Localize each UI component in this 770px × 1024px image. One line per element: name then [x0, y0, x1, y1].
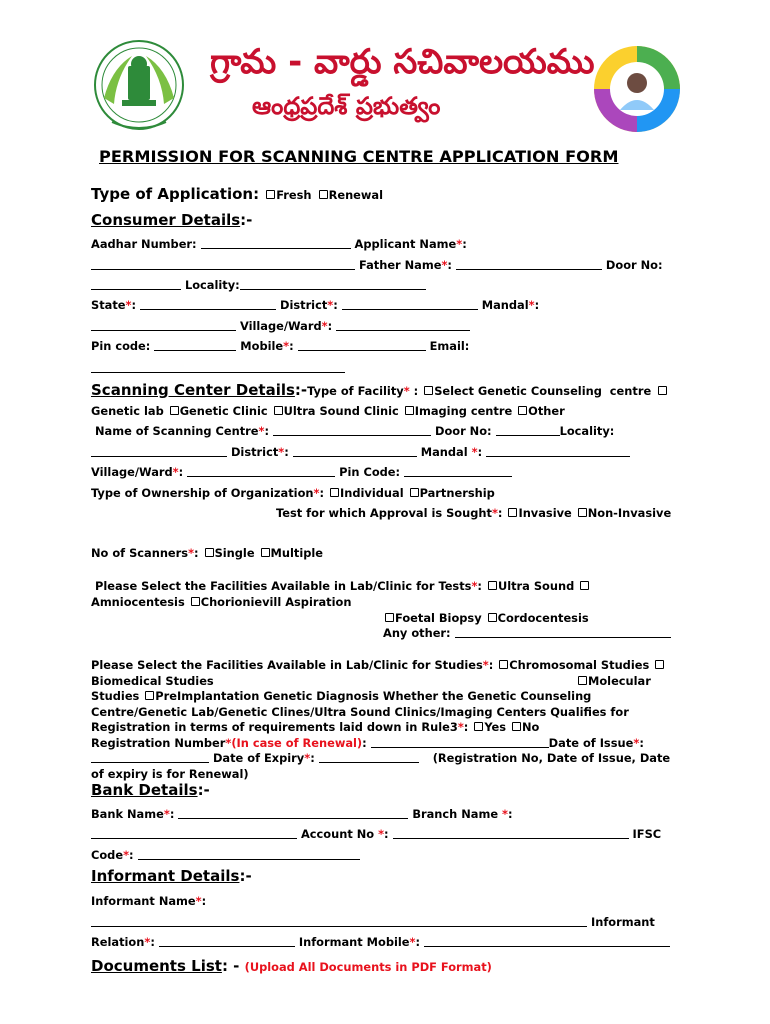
centre-district-input[interactable]: [293, 446, 417, 457]
bank-row-1: [91, 807, 513, 821]
informant-name-input[interactable]: [91, 916, 587, 927]
colon: :: [477, 445, 483, 459]
bank-details-heading: [91, 781, 210, 799]
renewal-note: (In case of Renewal): [231, 736, 363, 750]
pgd-checkbox[interactable]: [145, 691, 154, 700]
no-of-scanners-label: No of Scanners: [91, 546, 189, 560]
district-input[interactable]: [342, 299, 478, 310]
colon: :: [534, 298, 540, 312]
portrait-badge: [592, 44, 682, 134]
whether-line-2: Centre/Genetic Lab/Genetic Clines/Ultra Sound Clinics/Imaging Centers Qualifies for: [91, 705, 629, 719]
any-other-label: Any other:: [383, 626, 451, 640]
ultra-sound-checkbox[interactable]: [488, 581, 497, 590]
colon: :: [409, 384, 423, 398]
informant-heading-suffix: :-: [239, 867, 252, 885]
imaging-centre-label: Imaging centre: [414, 404, 513, 418]
tests-facilities-row-3: [383, 611, 589, 625]
studies-label: Studies: [91, 689, 140, 703]
ifsc-input[interactable]: [138, 849, 360, 860]
bank-row-3: [91, 848, 360, 862]
pin-code-label: Pin code:: [91, 339, 151, 353]
father-name-label: Father Name: [358, 258, 442, 272]
whether-row-3: [91, 720, 539, 734]
colon: :: [194, 546, 199, 560]
centre-pin-code-input[interactable]: [404, 466, 512, 477]
biomedical-studies-label: Biomedical Studies: [91, 674, 214, 688]
consumer-heading-text: Consumer Details: [91, 211, 241, 229]
centre-mandal-label: Mandal: [420, 445, 472, 459]
informant-name-label: Informant Name: [91, 894, 196, 908]
chromosomal-studies-checkbox[interactable]: [499, 660, 508, 669]
chromosomal-studies-label: Chromosomal Studies: [509, 658, 650, 672]
bank-heading-text: Bank Details: [91, 781, 198, 799]
date-of-expiry-input[interactable]: [319, 752, 419, 763]
amniocentesis-checkbox[interactable]: [580, 581, 589, 590]
branch-name-label: Branch Name: [412, 807, 503, 821]
scanning-row-name: [95, 424, 614, 438]
relation-label: Relation: [91, 935, 145, 949]
informant-row-3: [91, 935, 670, 949]
aadhar-input[interactable]: [201, 238, 351, 249]
ownership-label: Type of Ownership of Organization: [91, 486, 314, 500]
studies-row-3: [91, 689, 591, 703]
colon: :: [131, 298, 137, 312]
chorionievill-label: Chorionievill Aspiration: [200, 595, 352, 609]
consumer-row-4: [91, 298, 539, 312]
centre-village-ward-label: Village/Ward: [91, 465, 173, 479]
required-star: *: [313, 486, 320, 500]
non-invasive-checkbox[interactable]: [578, 508, 587, 517]
genetic-clinic-checkbox[interactable]: [170, 406, 179, 415]
colon: :: [310, 751, 315, 765]
multiple-label: Multiple: [270, 546, 324, 560]
relation-input[interactable]: [159, 936, 295, 947]
type-of-application-row: [91, 184, 383, 203]
applicant-name-input[interactable]: [91, 259, 355, 270]
colon: :: [319, 486, 325, 500]
documents-heading-suffix: : -: [221, 957, 245, 975]
informant-heading-text: Informant Details: [91, 867, 240, 885]
locality-input[interactable]: [240, 279, 426, 290]
required-star: *: [195, 894, 202, 908]
state-input[interactable]: [140, 299, 276, 310]
colon: :: [488, 658, 494, 672]
required-star: *: [378, 827, 385, 841]
date-of-issue-input[interactable]: [91, 752, 209, 763]
colon: :: [264, 424, 270, 438]
molecular-label: Molecular: [588, 674, 651, 688]
colon: :: [447, 258, 452, 272]
name-of-centre-input[interactable]: [273, 425, 431, 436]
applicant-name-label: Applicant Name: [354, 237, 457, 251]
date-of-issue-label: Date of Issue: [548, 736, 634, 750]
foetal-biopsy-checkbox[interactable]: [385, 613, 394, 622]
colon: :: [169, 807, 175, 821]
required-star: *: [278, 445, 285, 459]
colon: :: [497, 506, 503, 520]
informant-label: Informant: [590, 915, 655, 929]
consumer-row-5: [91, 319, 470, 333]
centre-district-label: District: [230, 445, 279, 459]
aadhar-label: Aadhar Number:: [91, 237, 197, 251]
colon: :: [477, 579, 482, 593]
required-star: *: [125, 298, 132, 312]
required-star: *: [188, 546, 195, 560]
type-of-application-label: Type of Application:: [91, 185, 260, 203]
bank-row-2: [91, 827, 661, 841]
scanning-heading-text: Scanning Center Details: [91, 381, 295, 399]
ultra-sound-label: Ultra Sound: [497, 579, 575, 593]
consumer-heading-suffix: :-: [240, 211, 253, 229]
whether-line-3: Registration in terms of requirements laid down in Rule3: [91, 720, 458, 734]
consumer-row-6: [91, 339, 469, 353]
tests-facilities-row-1: [95, 579, 590, 593]
required-star: *: [409, 935, 416, 949]
genetic-counseling-checkbox[interactable]: [424, 386, 433, 395]
required-star: *: [456, 237, 463, 251]
partnership-label: Partnership: [419, 486, 495, 500]
genetic-counseling-label: Select Genetic Counseling centre: [434, 384, 652, 398]
type-of-facility-label: Type of Facility: [307, 384, 404, 398]
colon: :: [201, 894, 207, 908]
registration-row-1: [91, 736, 644, 750]
scanning-row-village: [91, 465, 512, 479]
colon: :: [462, 237, 467, 251]
colon: :: [333, 298, 338, 312]
no-checkbox[interactable]: [512, 722, 521, 731]
registration-note-1: (Registration No, Date of Issue, Date: [432, 751, 671, 765]
informant-mobile-input[interactable]: [424, 936, 670, 947]
whether-line-1: Whether the Genetic Counseling: [382, 689, 592, 703]
required-star: *: [471, 579, 478, 593]
date-of-expiry-label: Date of Expiry: [212, 751, 305, 765]
colon: :: [284, 445, 289, 459]
consumer-row-3: [91, 278, 426, 292]
genetic-lab-checkbox[interactable]: [658, 386, 667, 395]
required-star: *: [403, 384, 410, 398]
branch-name-input[interactable]: [91, 828, 297, 839]
colon: :: [362, 736, 371, 750]
ifsc-label: IFSC: [632, 827, 662, 841]
cordocentesis-label: Cordocentesis: [497, 611, 589, 625]
centre-door-no-label: Door No:: [434, 424, 492, 438]
biomedical-studies-checkbox[interactable]: [655, 660, 664, 669]
consumer-details-heading: [91, 211, 252, 229]
required-star: *: [633, 736, 640, 750]
required-star: *: [457, 720, 464, 734]
studies-facilities-label: Please Select the Facilities Available in Lab/Clinic for Studies: [91, 658, 483, 672]
district-label: District: [279, 298, 328, 312]
documents-note: (Upload All Documents in PDF Format): [244, 960, 492, 974]
renewal-checkbox[interactable]: [319, 190, 328, 199]
chorionievill-checkbox[interactable]: [191, 597, 200, 606]
page-title: PERMISSION FOR SCANNING CENTRE APPLICATION FORM: [99, 147, 619, 166]
registration-row-2: [91, 751, 670, 765]
code-label: Code: [91, 848, 124, 862]
informant-row-1: [91, 894, 206, 908]
non-invasive-label: Non-Invasive: [587, 506, 672, 520]
invasive-checkbox[interactable]: [508, 508, 517, 517]
required-star: *: [441, 258, 448, 272]
yes-checkbox[interactable]: [474, 722, 483, 731]
email-input[interactable]: [91, 362, 345, 373]
colon: :: [327, 319, 333, 333]
state-emblem: [92, 38, 186, 138]
colon: :: [289, 339, 294, 353]
centre-door-no-input[interactable]: [496, 425, 560, 436]
informant-details-heading: [91, 867, 252, 885]
cordocentesis-checkbox[interactable]: [488, 613, 497, 622]
scanners-row: [91, 546, 323, 560]
header-telugu-subtitle: ఆంధ్రప్రదేశ్ ప్రభుత్వం: [252, 92, 441, 120]
header-telugu-title: గ్రామ - వార్డు సచివాలయము: [210, 42, 595, 82]
whether-row-2: [91, 705, 629, 719]
locality-label: Locality:: [184, 278, 240, 292]
imaging-centre-checkbox[interactable]: [405, 406, 414, 415]
scanning-row-district: [91, 445, 630, 459]
required-star: *: [502, 807, 508, 821]
state-label: State: [91, 298, 126, 312]
required-star: *: [172, 465, 179, 479]
required-star: *: [258, 424, 265, 438]
colon: :: [507, 807, 513, 821]
colon: :: [415, 935, 421, 949]
colon: :: [129, 848, 134, 862]
amniocentesis-label: Amniocentesis: [91, 595, 185, 609]
required-star: *: [144, 935, 151, 949]
mobile-input[interactable]: [298, 340, 426, 351]
colon: :: [639, 736, 644, 750]
renewal-label: Renewal: [328, 188, 384, 202]
father-name-input[interactable]: [456, 259, 602, 270]
genetic-lab-label: Genetic lab: [91, 404, 164, 418]
colon: :: [178, 465, 184, 479]
any-other-input[interactable]: [455, 627, 671, 638]
registration-number-label: Registration Number: [91, 736, 226, 750]
other-label: Other: [528, 404, 565, 418]
registration-row-3: [91, 767, 249, 781]
fresh-checkbox[interactable]: [266, 190, 275, 199]
mandal-label: Mandal: [481, 298, 529, 312]
registration-number-input[interactable]: [371, 737, 549, 748]
foetal-biopsy-label: Foetal Biopsy: [395, 611, 482, 625]
colon: :: [463, 720, 469, 734]
facility-options-row: [91, 404, 565, 418]
studies-row-2b: [576, 674, 651, 688]
partnership-checkbox[interactable]: [410, 488, 419, 497]
account-no-label: Account No: [300, 827, 379, 841]
scanning-heading-suffix: :-: [294, 381, 308, 399]
no-label: No: [522, 720, 540, 734]
required-star: *: [528, 298, 535, 312]
tests-facilities-row-2: [91, 595, 351, 609]
centre-locality-input[interactable]: [91, 446, 227, 457]
studies-row-1: [91, 658, 665, 672]
email-label: Email:: [429, 339, 470, 353]
ownership-row: [91, 486, 495, 500]
informant-row-2: [91, 915, 655, 929]
bank-heading-suffix: :-: [197, 781, 210, 799]
genetic-clinic-label: Genetic Clinic: [179, 404, 268, 418]
centre-pin-code-label: Pin Code:: [339, 465, 401, 479]
pin-code-input[interactable]: [154, 340, 236, 351]
bank-name-label: Bank Name: [91, 807, 164, 821]
door-no-input[interactable]: [91, 279, 181, 290]
name-of-centre-label: Name of Scanning Centre: [95, 424, 259, 438]
single-label: Single: [214, 546, 255, 560]
any-other-row: [383, 626, 671, 640]
required-star: *: [471, 445, 478, 459]
ultra-sound-clinic-label: Ultra Sound Clinic: [283, 404, 399, 418]
required-star: *: [123, 848, 130, 862]
required-star: *: [327, 298, 334, 312]
test-approval-label: Test for which Approval is Sought: [276, 506, 492, 520]
other-checkbox[interactable]: [518, 406, 527, 415]
documents-heading-row: [91, 956, 492, 975]
colon: :: [384, 827, 389, 841]
required-star: *: [304, 751, 311, 765]
pgd-label: PreImplantation Genetic Diagnosis: [155, 689, 379, 703]
individual-checkbox[interactable]: [330, 488, 339, 497]
tests-facilities-label: Please Select the Facilities Available in Lab/Clinic for Tests: [95, 579, 472, 593]
account-no-input[interactable]: [393, 828, 629, 839]
required-star: *: [163, 807, 170, 821]
bank-name-input[interactable]: [178, 808, 408, 819]
centre-locality-label: Locality:: [559, 424, 615, 438]
colon: :: [150, 935, 155, 949]
documents-heading-text: Documents List: [91, 957, 222, 975]
door-no-label: Door No:: [605, 258, 663, 272]
fresh-label: Fresh: [276, 188, 312, 202]
required-star: *: [225, 736, 232, 750]
required-star: *: [482, 658, 489, 672]
invasive-label: Invasive: [518, 506, 572, 520]
studies-row-2a: [91, 674, 214, 688]
single-checkbox[interactable]: [205, 548, 214, 557]
registration-note-2: of expiry is for Renewal): [91, 767, 249, 781]
centre-village-ward-input[interactable]: [187, 466, 335, 477]
scanning-heading-row: [91, 380, 668, 399]
village-ward-input[interactable]: [336, 320, 470, 331]
multiple-checkbox[interactable]: [261, 548, 270, 557]
village-ward-label: Village/Ward: [239, 319, 322, 333]
consumer-row-2: [91, 258, 663, 272]
required-star: *: [321, 319, 328, 333]
yes-label: Yes: [484, 720, 507, 734]
mobile-label: Mobile: [240, 339, 284, 353]
test-approval-row: [276, 506, 671, 520]
individual-label: Individual: [340, 486, 404, 500]
mandal-input[interactable]: [91, 320, 236, 331]
centre-mandal-input[interactable]: [486, 446, 630, 457]
ultra-sound-clinic-checkbox[interactable]: [274, 406, 283, 415]
required-star: *: [491, 506, 498, 520]
required-star: *: [283, 339, 290, 353]
consumer-row-1: [91, 237, 467, 251]
molecular-studies-checkbox[interactable]: [578, 676, 587, 685]
informant-mobile-label: Informant Mobile: [298, 935, 410, 949]
